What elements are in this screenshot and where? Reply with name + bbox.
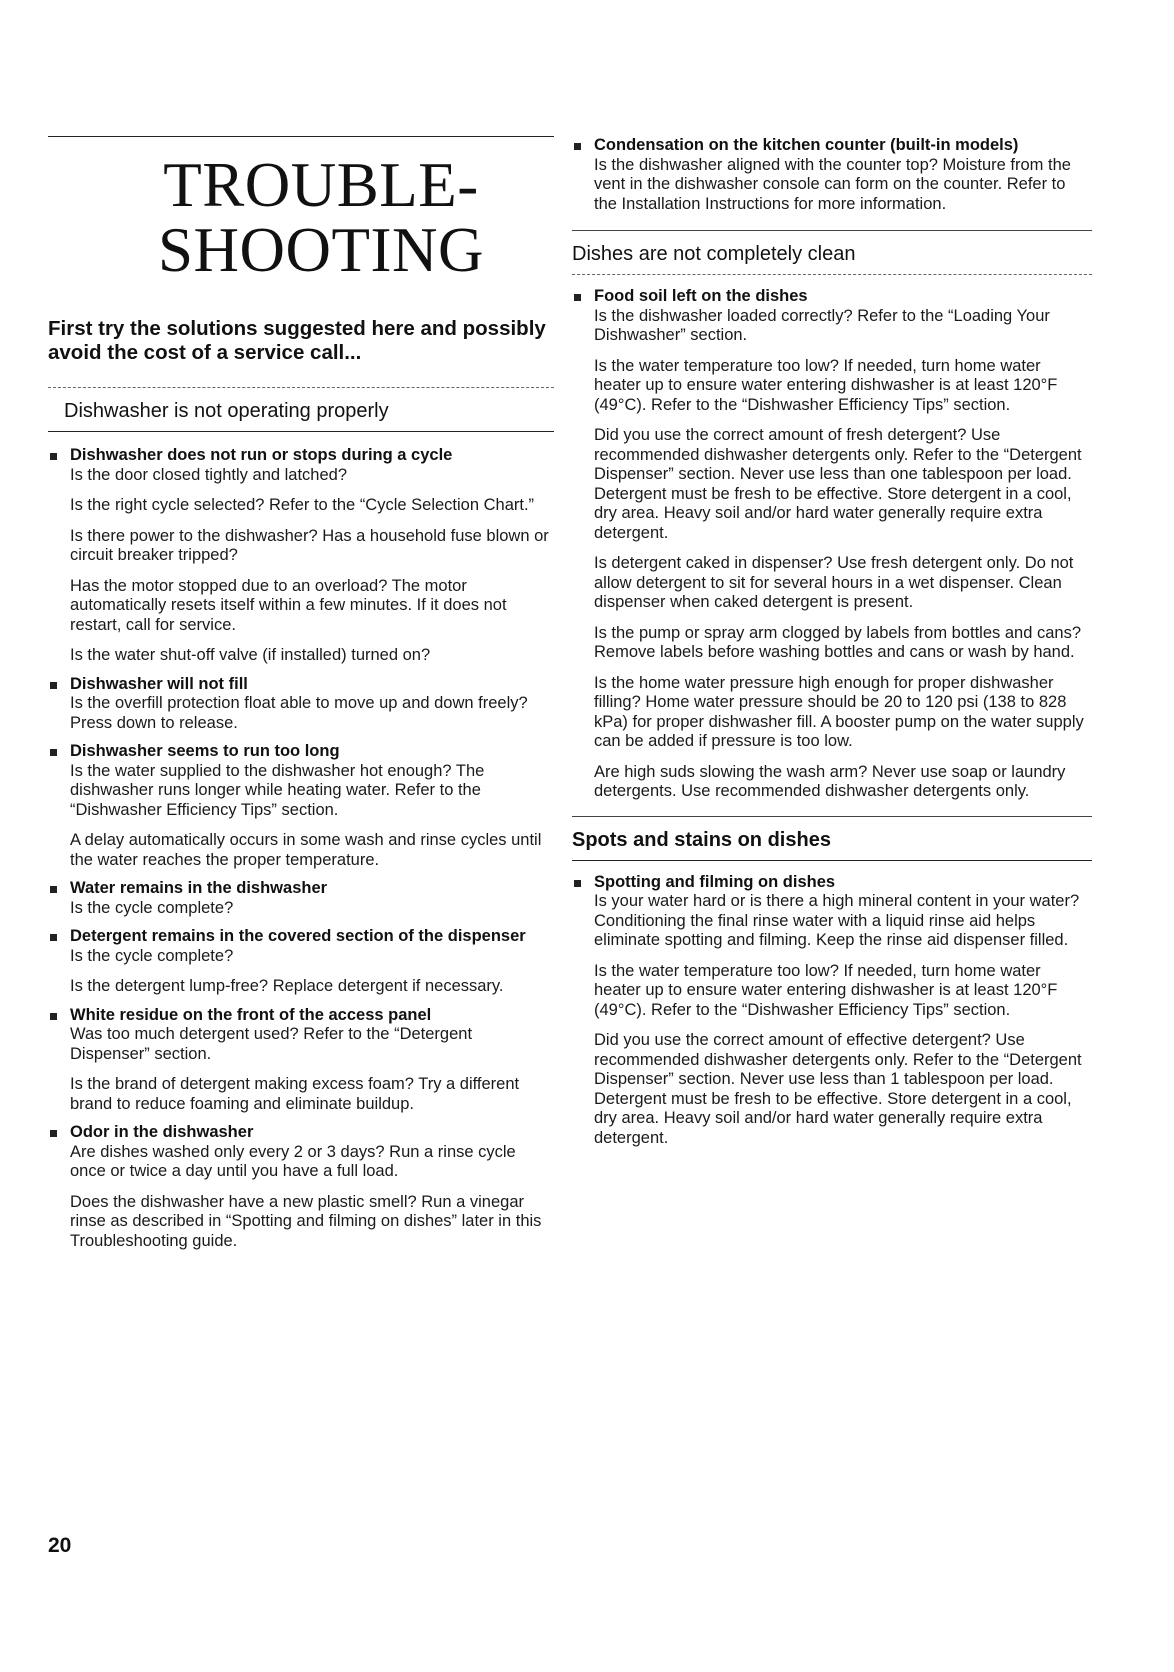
troubleshooting-item [48, 879, 554, 918]
item-paragraph: Was too much detergent used? Refer to the “Detergent Dispenser” section. [70, 1025, 473, 1063]
item-heading [48, 879, 554, 899]
item-paragraph: Does the dishwasher have a new plastic smell? Run a vinegar rinse as described in “Spotting and filming on dishes” later in this Troubleshooting guide. [70, 1192, 542, 1250]
item-heading [572, 136, 1092, 156]
item-title: Spotting and filming on dishes [594, 872, 836, 891]
intro-text: First try the solutions suggested here and possibly avoid the cost of a service call... [48, 317, 546, 364]
title-line-1: TROUBLE- [163, 150, 479, 220]
item-title: Food soil left on the dishes [594, 287, 808, 305]
bullet-square-icon [574, 880, 581, 887]
item-heading [48, 1123, 554, 1143]
item-list [572, 287, 1092, 802]
section-bottom-rule [572, 860, 1092, 861]
item-paragraph: Is the cycle complete? [70, 946, 234, 965]
bullet-square-icon [50, 1130, 57, 1137]
item-paragraph: Is the overfill protection float able to move up and down freely? Press down to release. [70, 694, 528, 732]
item-paragraph: Is the dishwasher loaded correctly? Refer to the “Loading Your Dishwasher” section. [594, 306, 1050, 344]
troubleshooting-item [48, 742, 554, 870]
section-bottom-rule [572, 274, 1092, 275]
troubleshooting-item [572, 136, 1092, 214]
title-top-rule [48, 136, 554, 137]
item-paragraph: Are dishes washed only every 2 or 3 days? Run a rinse cycle once or twice a day until you have a full load. [70, 1142, 516, 1180]
bullet-square-icon [50, 1013, 57, 1020]
item-title: Odor in the dishwasher [70, 1123, 254, 1141]
item-list [572, 136, 1092, 214]
item-title: Dishwasher does not run or stops during a cycle [70, 446, 453, 464]
item-paragraph: Is the home water pressure high enough for proper dishwasher filling? Home water pressure should be 20 to 120 psi (138 to 828 kPa) for proper dishwasher fill. A booster pump on the water supply can be added if pressure is too low. [594, 673, 1084, 750]
item-paragraph: Is the water temperature too low? If needed, turn home water heater up to ensure water entering dishwasher is at least 120°F (49°C). Refer to the “Dishwasher Efficiency Tips” section. [594, 961, 1058, 1019]
item-heading [48, 1006, 554, 1026]
left-column [48, 136, 554, 1260]
page-title [88, 150, 554, 285]
item-paragraph: Is the right cycle selected? Refer to the “Cycle Selection Chart.” [70, 496, 535, 514]
item-paragraph: Is the door closed tightly and latched? [70, 465, 348, 484]
item-heading [572, 287, 1092, 307]
troubleshooting-item [48, 1123, 554, 1251]
bullet-square-icon [50, 682, 57, 689]
troubleshooting-item [572, 287, 1092, 802]
troubleshooting-item [48, 675, 554, 734]
item-title: Condensation on the kitchen counter (built-in models) [594, 136, 1019, 154]
bullet-square-icon [50, 886, 57, 893]
section-heading-not-clean: Dishes are not completely clean [572, 243, 856, 265]
item-paragraph: Is the detergent lump-free? Replace detergent if necessary. [70, 977, 504, 995]
item-heading [48, 675, 554, 695]
item-paragraph: Is the water supplied to the dishwasher hot enough? The dishwasher runs longer while heating water. Refer to the “Dishwasher Efficiency Tips” section. [70, 761, 485, 819]
right-column [572, 136, 1092, 1157]
bullet-square-icon [50, 453, 57, 460]
item-paragraph: Is the pump or spray arm clogged by labels from bottles and cans? Remove labels before washing bottles and cans or wash by hand. [594, 623, 1081, 661]
page-number: 20 [48, 1534, 72, 1557]
item-title: White residue on the front of the access panel [70, 1005, 432, 1024]
bullet-square-icon [50, 934, 57, 941]
item-title: Dishwasher will not fill [70, 674, 248, 693]
item-paragraph: Is the dishwasher aligned with the counter top? Moisture from the vent in the dishwasher console can form on the counter. Refer to the Installation Instructions for more information. [594, 155, 1071, 213]
item-paragraph: Is the water shut-off valve (if installed) turned on? [70, 646, 431, 664]
item-paragraph: Is the brand of detergent making excess foam? Try a different brand to reduce foaming and eliminate buildup. [70, 1075, 520, 1113]
item-paragraph: Has the motor stopped due to an overload? The motor automatically resets itself within a few minutes. If it does not restart, call for service. [70, 576, 507, 634]
item-paragraph: Did you use the correct amount of effective detergent? Use recommended dishwasher detergents only. Refer to the “Detergent Dispenser” section. Never use less than 1 tablespoon per load. Detergent must be fresh to be effective. Store detergent in a cool, dry area. Heavy soil and/or hard water generally require extra detergent. [594, 1031, 1082, 1147]
section-heading-not-operating: Dishwasher is not operating properly [64, 400, 389, 422]
item-list [572, 873, 1092, 1149]
item-paragraph: Is the water temperature too low? If needed, turn home water heater up to ensure water entering dishwasher is at least 120°F (49°C). Refer to the “Dishwasher Efficiency Tips” section. [594, 356, 1058, 414]
bullet-square-icon [574, 143, 581, 150]
item-title: Water remains in the dishwasher [70, 879, 328, 897]
item-paragraph: Are high suds slowing the wash arm? Never use soap or laundry detergents. Use recommended dishwasher detergents only. [594, 762, 1066, 800]
item-paragraph: Is there power to the dishwasher? Has a household fuse blown or circuit breaker tripped? [70, 526, 549, 564]
item-paragraph: Is detergent caked in dispenser? Use fresh detergent only. Do not allow detergent to sit for several hours in a wet dispenser. Clean dispenser when caked detergent is present. [594, 554, 1074, 611]
item-heading [48, 742, 554, 762]
item-title: Dishwasher seems to run too long [70, 742, 340, 760]
item-heading [48, 927, 554, 947]
troubleshooting-item [48, 927, 554, 997]
bullet-square-icon [50, 749, 57, 756]
item-title: Detergent remains in the covered section of the dispenser [70, 927, 526, 945]
troubleshooting-item [48, 446, 554, 666]
item-paragraph: Is your water hard or is there a high mineral content in your water? Conditioning the final rinse water with a liquid rinse aid helps eliminate spotting and filming. Keep the rinse aid dispenser filled. [594, 892, 1080, 949]
section-bottom-rule [48, 431, 554, 432]
title-line-2: SHOOTING [158, 215, 484, 285]
troubleshooting-item [48, 1006, 554, 1115]
troubleshooting-item [572, 873, 1092, 1149]
item-paragraph: Is the cycle complete? [70, 898, 234, 917]
item-list [48, 446, 554, 1251]
item-heading [572, 873, 1092, 893]
item-heading [48, 446, 554, 466]
item-paragraph: Did you use the correct amount of fresh detergent? Use recommended dishwasher detergents only. Refer to the “Detergent Dispenser” section. Never use less than one tablespoon per load. Detergent must be fresh to be effective. Store detergent in a cool, dry area. Heavy soil and/or hard water generally require extra detergent. [594, 426, 1082, 542]
section-heading-spots: Spots and stains on dishes [572, 828, 831, 851]
item-paragraph: A delay automatically occurs in some wash and rinse cycles until the water reaches the proper temperature. [70, 831, 542, 869]
bullet-square-icon [574, 294, 581, 301]
